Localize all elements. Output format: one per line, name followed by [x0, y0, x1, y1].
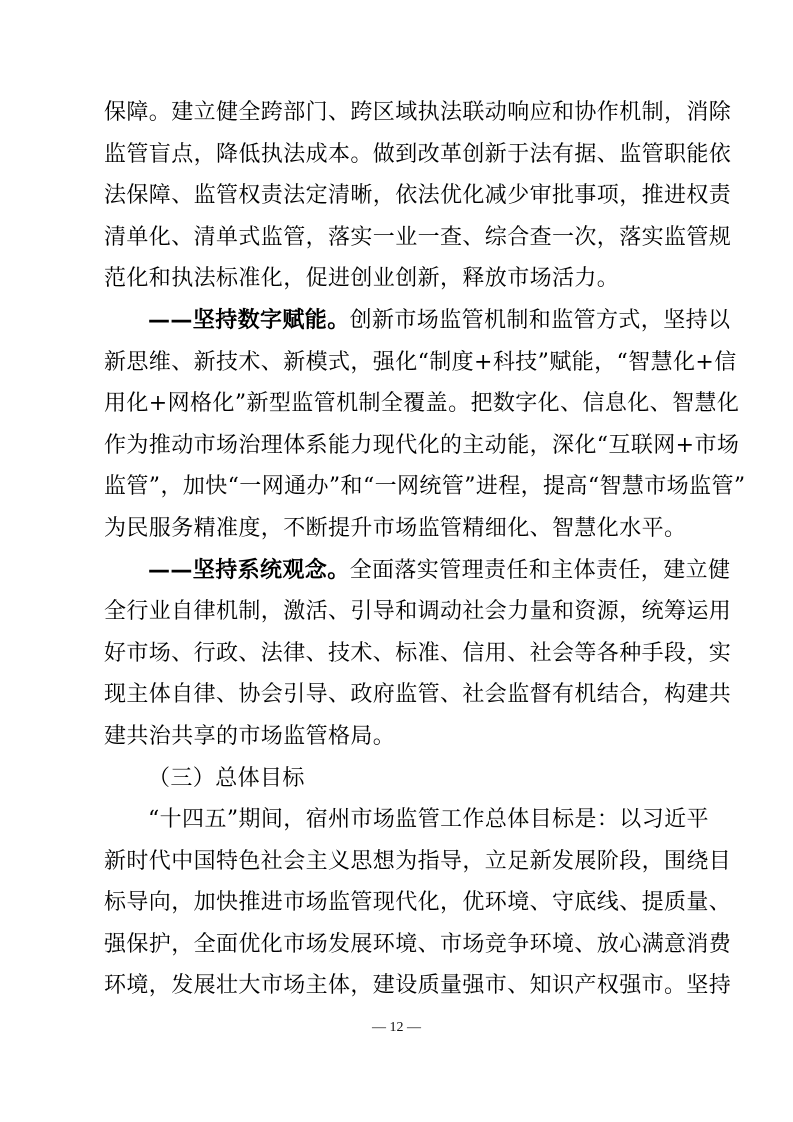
- paragraph-lead-heading: ——坚持数字赋能。: [148, 307, 350, 333]
- text-line: 新时代中国特色社会主义思想为指导，立足新发展阶段，围绕目: [104, 848, 732, 874]
- text-line: 法保障、监管权责法定清晰，依法优化减少审批事项，推进权责: [104, 183, 732, 209]
- text-line: 用化+网格化”新型监管机制全覆盖。把数字化、信息化、智慧化: [104, 391, 740, 417]
- text-line: [104, 550, 731, 592]
- paragraph-digital-empowerment: [104, 300, 746, 550]
- section-heading-overall-goals: [104, 758, 706, 800]
- text-line: 监管”，加快“一网通办”和“一网统管”进程，提高“智慧市场监管”: [104, 474, 746, 500]
- text-line: 环境，发展壮大市场主体，建设质量强市、知识产权强市。坚持: [104, 973, 732, 999]
- text-line: 作为推动市场治理体系能力现代化的主动能，深化“互联网+市场: [104, 432, 740, 458]
- paragraph-legal-guarantee: [104, 92, 732, 300]
- text-line: 强保护，全面优化市场发展环境、市场竞争环境、放心满意消费: [104, 931, 732, 957]
- section-heading: （三）总体目标: [148, 765, 305, 791]
- paragraph-system-concept: [104, 550, 732, 758]
- text-line: 保障。建立健全跨部门、跨区域执法联动响应和协作机制，消除: [104, 100, 732, 125]
- page-number: — 12 —: [372, 1020, 421, 1035]
- text-line-rest: 创新市场监管机制和监管方式，坚持以: [349, 307, 731, 333]
- text-line: 好市场、行政、法律、技术、标准、信用、社会等各种手段，实: [104, 640, 732, 666]
- text-line: 现主体自律、协会引导、政府监管、社会监督有机结合，构建共: [104, 682, 732, 708]
- text-line: “十四五”期间，宿州市场监管工作总体目标是：以习近平: [148, 807, 709, 833]
- text-line-rest: 全面落实管理责任和主体责任，建立健: [349, 557, 731, 583]
- paragraph-overall-goals: [104, 799, 732, 1007]
- text-line: 新思维、新技术、新模式，强化“制度+科技”赋能，“智慧化+信: [104, 349, 737, 375]
- text-line: 建共治共享的市场监管格局。: [104, 723, 396, 749]
- paragraph-lead-heading: ——坚持系统观念。: [148, 557, 350, 583]
- document-body: [104, 92, 746, 1007]
- text-line: 范化和执法标准化，促进创业创新，释放市场活力。: [104, 266, 620, 292]
- text-line: 标导向，加快推进市场监管现代化，优环境、守底线、提质量、: [104, 890, 732, 916]
- text-line: 全行业自律机制，激活、引导和调动社会力量和资源，统筹运用: [104, 599, 732, 625]
- text-line: [104, 300, 731, 342]
- text-line: 监管盲点，降低执法成本。做到改革创新于法有据、监管职能依: [104, 141, 732, 167]
- text-line: 为民服务精准度，不断提升市场监管精细化、智慧化水平。: [104, 515, 687, 541]
- text-line: 清单化、清单式监管，落实一业一查、综合查一次，落实监管规: [104, 224, 732, 250]
